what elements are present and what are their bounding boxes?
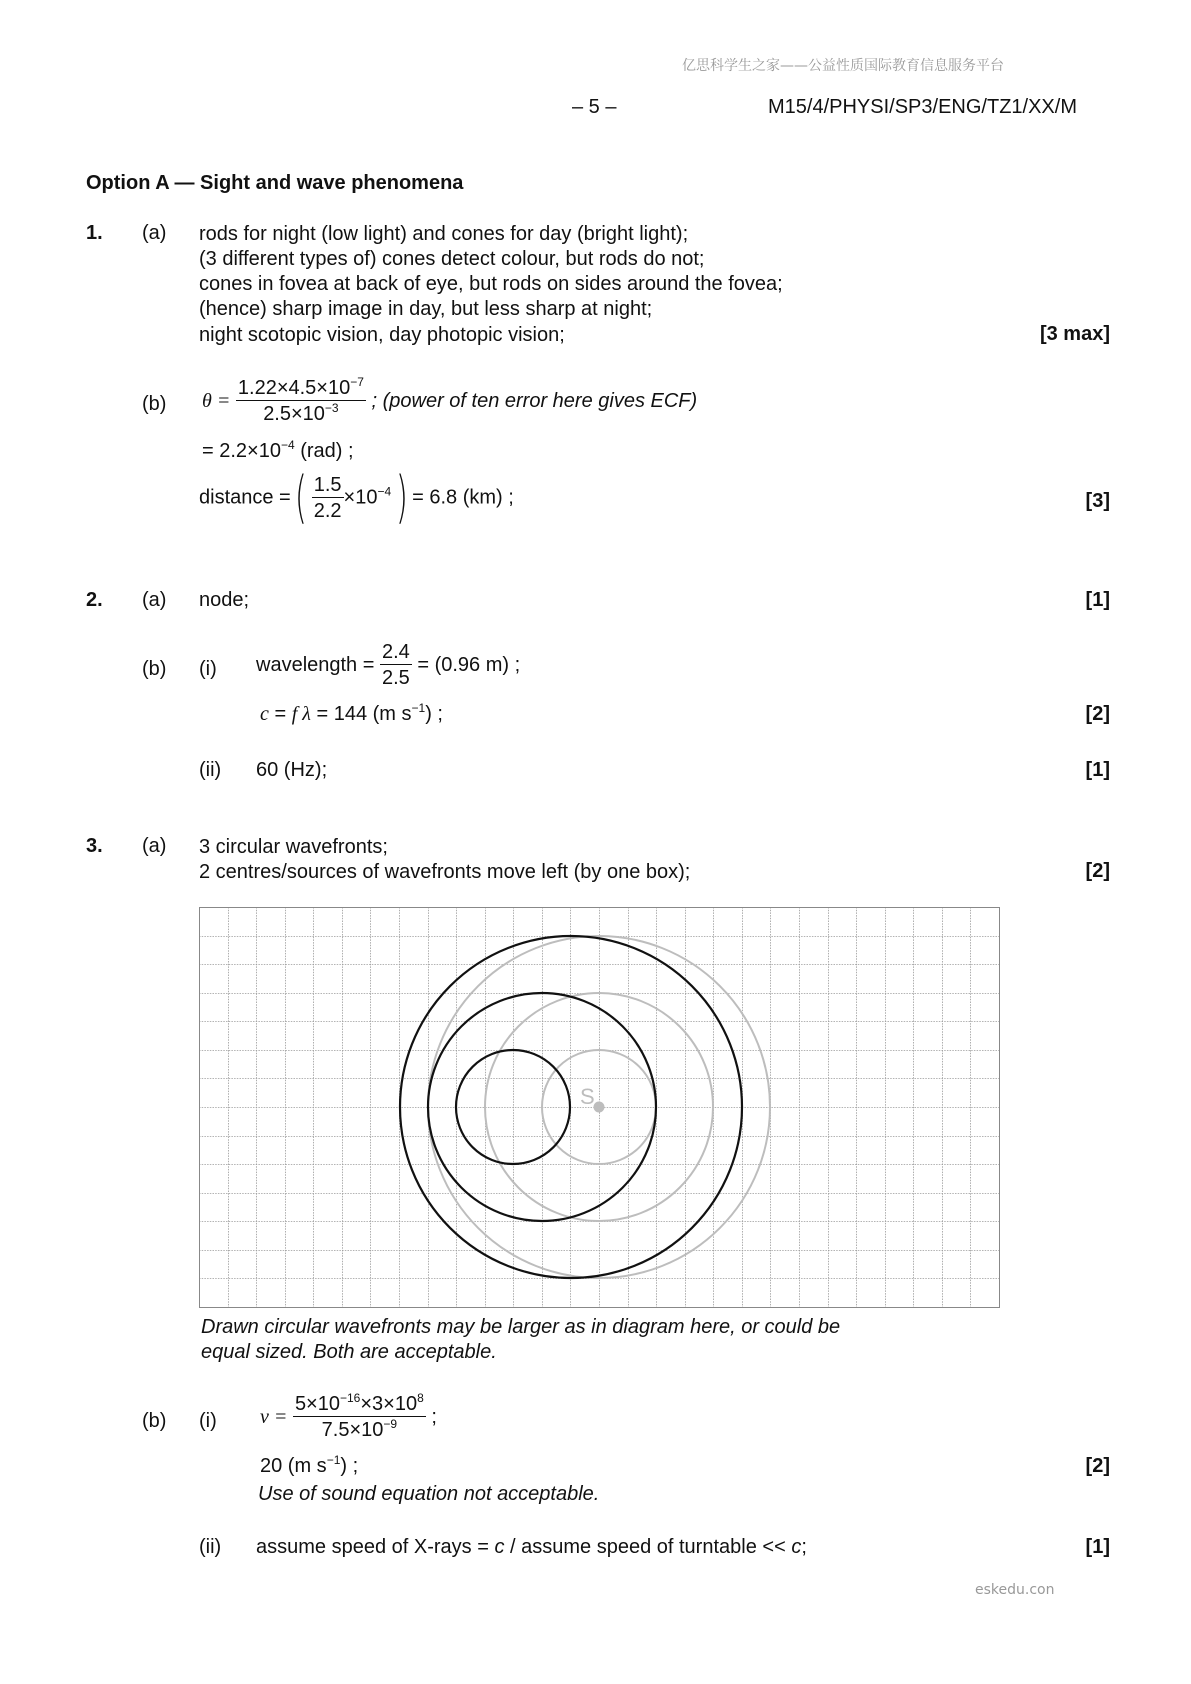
- q2bii-mark: [1]: [1085, 759, 1110, 781]
- watermark-top: 亿思科学生之家——公益性质国际教育信息服务平台: [682, 58, 1004, 74]
- q1a-line-3: cones in fovea at back of eye, but rods on sides around the fovea;: [199, 273, 783, 295]
- q2bii-text: 60 (Hz);: [256, 759, 328, 781]
- source-label: S: [580, 1084, 595, 1109]
- q3bii-text-c: ;: [801, 1536, 807, 1558]
- q3bii-text-a: assume speed of X-rays =: [256, 1536, 495, 1558]
- q2bi-label: (i): [199, 658, 217, 680]
- q3bi-num-b: ×3×10: [360, 1393, 418, 1415]
- q1b-distance-fraction: [312, 473, 344, 524]
- q1b-distance-label: distance =: [199, 486, 291, 509]
- q2a-mark: [1]: [1085, 589, 1110, 611]
- q1b-mark: [3]: [1085, 490, 1110, 512]
- q1b-line2-exp: −4: [280, 438, 295, 452]
- q1b-line2-value: = 2.2×10: [202, 440, 281, 462]
- q2bi-value: = 144 (m s: [310, 703, 412, 725]
- q1a-line-1: rods for night (low light) and cones for day (bright light);: [199, 223, 689, 245]
- q3bi-den: 7.5×10: [321, 1419, 384, 1441]
- q1b-distance-equation: [199, 465, 514, 530]
- page-number: – 5 –: [572, 96, 617, 118]
- q3a-line-1: 3 circular wavefronts;: [199, 836, 388, 858]
- q1b-distance-exp: −4: [377, 484, 392, 499]
- q2-number: 2.: [86, 589, 103, 611]
- q1b-distance-num: 1.5: [313, 473, 342, 496]
- q2a-label: (a): [142, 589, 167, 611]
- q2bi-num: 2.4: [381, 641, 410, 663]
- q1b-den-exp: −3: [324, 401, 339, 415]
- q1b-fraction: [236, 376, 366, 427]
- q2bi-exp: −1: [411, 701, 426, 715]
- q2a-text: node;: [199, 589, 250, 611]
- q3bi-line2-value: 20 (m s: [260, 1455, 327, 1477]
- q2bi-c: c: [260, 703, 269, 725]
- q1a-label: (a): [142, 222, 167, 244]
- q2bi-wavelength-label: wavelength =: [256, 653, 375, 676]
- right-paren: ): [395, 465, 408, 530]
- q3bi-fraction: [293, 1392, 426, 1443]
- q3a-caption-line-2: equal sized. Both are acceptable.: [201, 1341, 497, 1363]
- q1b-line2-unit: (rad) ;: [294, 440, 354, 462]
- q2bi-value-end: ) ;: [425, 703, 443, 725]
- q3bii-mark: [1]: [1085, 1536, 1110, 1558]
- q1a-line-2: (3 different types of) cones detect colour, but rods do not;: [199, 248, 705, 270]
- source-point: [594, 1102, 605, 1113]
- q3bii-text: [256, 1536, 807, 1559]
- q2bi-den: 2.5: [381, 667, 410, 689]
- q3bii-text-b: / assume speed of turntable <<: [504, 1536, 792, 1558]
- q1b-distance-result: = 6.8 (km) ;: [412, 486, 514, 509]
- q2bi-speed-equation: [260, 703, 443, 726]
- q3a-line-2: 2 centres/sources of wavefronts move left (by one box);: [199, 861, 691, 883]
- moved-wavefront-small: [456, 1050, 570, 1164]
- watermark-bottom: eskedu.con: [975, 1582, 1055, 1598]
- q3bi-line2-end: ) ;: [340, 1455, 359, 1477]
- q1a-line-4: (hence) sharp image in day, but less sharp at night;: [199, 298, 653, 320]
- option-title: Option A — Sight and wave phenomena: [86, 172, 464, 194]
- q3bi-num-a: 5×10: [294, 1393, 340, 1415]
- q2b-label: (b): [142, 658, 167, 680]
- q2bi-eq: =: [268, 703, 292, 725]
- q3a-caption-line-1: Drawn circular wavefronts may be larger as in diagram here, or could be: [201, 1316, 841, 1338]
- q1-number: 1.: [86, 222, 103, 244]
- document-code: M15/4/PHYSI/SP3/ENG/TZ1/XX/M: [768, 96, 1077, 118]
- q1b-line-2: [202, 440, 354, 463]
- q3bi-den-exp: −9: [383, 1417, 398, 1431]
- q3a-mark: [2]: [1085, 860, 1110, 882]
- q1b-theta: θ =: [202, 389, 231, 412]
- q3bii-c1: c: [494, 1536, 505, 1558]
- q1b-note: ; (power of ten error here gives ECF): [371, 389, 698, 412]
- q1b-label: (b): [142, 393, 167, 415]
- q2bi-result: = (0.96 m) ;: [417, 653, 521, 676]
- q3bi-line2-exp: −1: [326, 1453, 341, 1467]
- q3bi-note: Use of sound equation not acceptable.: [258, 1483, 600, 1505]
- q2bi-mark: [2]: [1085, 703, 1110, 725]
- wavefront-diagram: [199, 907, 1001, 1309]
- q3b-label: (b): [142, 1410, 167, 1432]
- q3bi-v: v =: [260, 1405, 288, 1428]
- q3bi-mark: [2]: [1085, 1455, 1110, 1477]
- q3a-label: (a): [142, 835, 167, 857]
- q3bi-num-exp1: −16: [340, 1391, 361, 1405]
- q1b-numerator: 1.22×4.5×10: [237, 377, 351, 399]
- q1b-distance-mult: ×10: [343, 486, 378, 509]
- q1b-num-exp: −7: [350, 375, 364, 389]
- q1b-theta-equation: [202, 376, 697, 427]
- q3-number: 3.: [86, 835, 103, 857]
- q3bi-line-2: [260, 1455, 358, 1478]
- q2bii-label: (ii): [199, 759, 222, 781]
- q3bi-num-exp2: 8: [417, 1391, 424, 1405]
- q3bi-equation: [260, 1392, 437, 1443]
- q1b-distance-den: 2.2: [313, 499, 342, 522]
- q2bi-fraction: [380, 640, 412, 691]
- q3bii-c2: c: [791, 1536, 802, 1558]
- left-paren: (: [295, 465, 308, 530]
- q1b-denominator: 2.5×10: [263, 403, 325, 425]
- q3bi-label: (i): [199, 1410, 217, 1432]
- q2bi-f-lambda: f λ: [291, 703, 311, 725]
- q2bi-wavelength-equation: [256, 640, 520, 691]
- q1a-line-5: night scotopic vision, day photopic vision;: [199, 324, 565, 346]
- q1a-mark: [3 max]: [1039, 323, 1110, 345]
- q3bii-label: (ii): [199, 1536, 222, 1558]
- q3bi-semicolon: ;: [431, 1405, 437, 1428]
